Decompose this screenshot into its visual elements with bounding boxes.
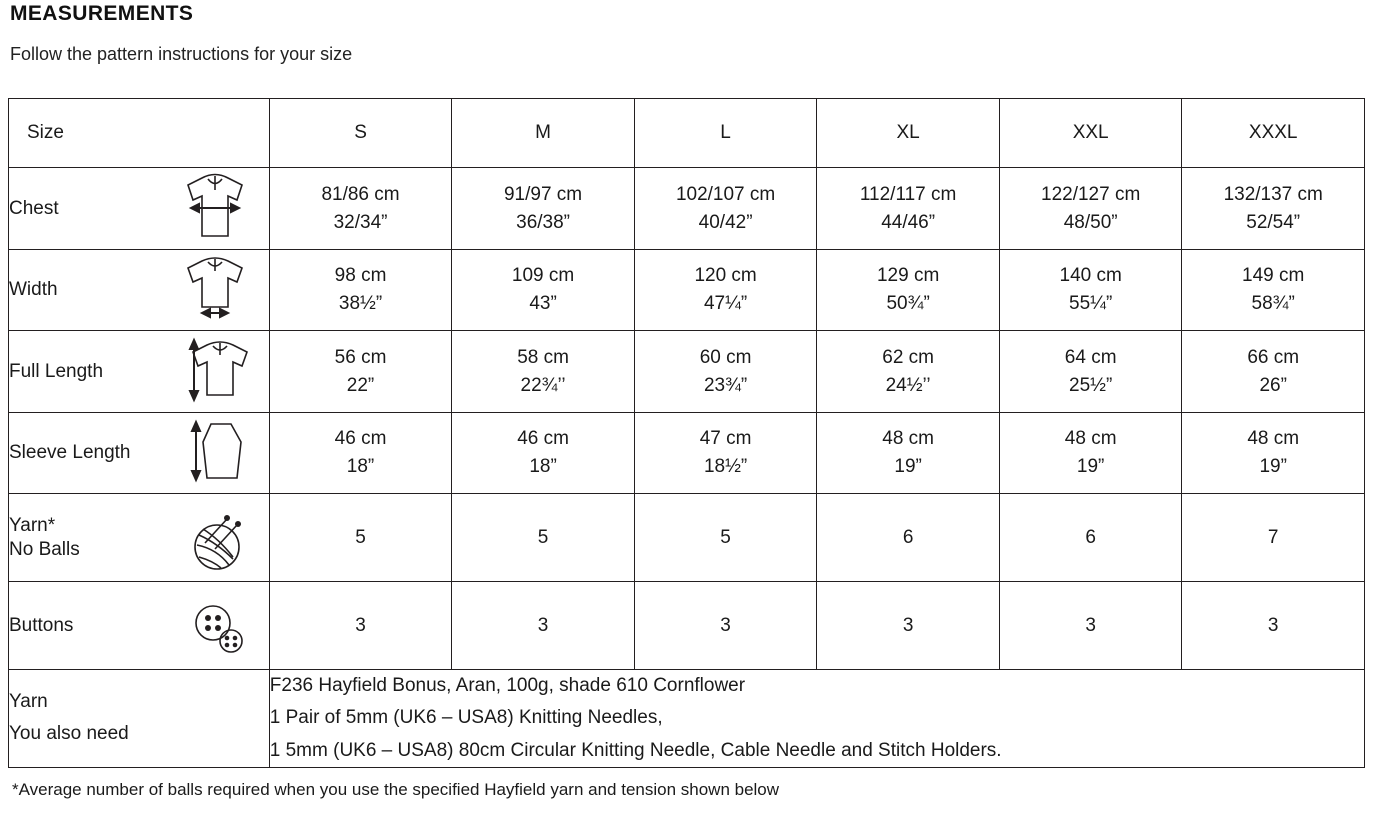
footer-label-cell — [9, 670, 270, 768]
cell-width-xxl: 140 cm 55¼” — [999, 250, 1182, 331]
cell-yarn-balls-xxl: 6 — [999, 494, 1182, 582]
cell-chest-xxl: 122/127 cm 48/50” — [999, 168, 1182, 250]
footer-yarn-detail: F236 Hayfield Bonus, Aran, 100g, shade 610 Cornflower — [269, 675, 746, 696]
footer-label-yarn: Yarn — [9, 691, 48, 713]
cell-sleeve-m: 46 cm 18” — [452, 413, 635, 494]
header-size-s: S — [269, 99, 452, 168]
cell-yarn-balls-l: 5 — [634, 494, 817, 582]
row-label-text: Width — [9, 279, 58, 301]
header-size-m: M — [452, 99, 635, 168]
row-label-width — [9, 250, 270, 331]
sweater-chest-icon — [169, 170, 261, 248]
cell-full-length-xxl: 64 cm 25½” — [999, 331, 1182, 413]
row-label-yarn-no-balls — [9, 494, 270, 582]
header-size-xl: XL — [817, 99, 1000, 168]
table-row — [9, 582, 1365, 670]
row-label-text: Full Length — [9, 360, 104, 382]
row-label-text: Sleeve Length — [9, 442, 131, 464]
table-footer-row — [9, 670, 1365, 768]
measurements-table — [8, 98, 1365, 768]
cell-full-length-l: 60 cm 23¾” — [634, 331, 817, 413]
cell-chest-l: 102/107 cm 40/42” — [634, 168, 817, 250]
cell-yarn-balls-xl: 6 — [817, 494, 1000, 582]
header-size-label: Size — [9, 99, 270, 168]
cell-full-length-s: 56 cm 22” — [269, 331, 452, 413]
row-label-buttons — [9, 582, 270, 670]
row-label-chest — [9, 168, 270, 250]
header-size-l: L — [634, 99, 817, 168]
footer-needles-line2: 1 5mm (UK6 – USA8) 80cm Circular Knitting Needle, Cable Needle and Stitch Holders. — [269, 739, 1002, 761]
cell-buttons-s: 3 — [269, 582, 452, 670]
sweater-width-icon — [169, 251, 261, 329]
table-header-row — [9, 99, 1365, 168]
page-subtitle: Follow the pattern instructions for your size — [10, 44, 353, 64]
cell-buttons-m: 3 — [452, 582, 635, 670]
row-label-sleeve-length — [9, 413, 270, 494]
cell-sleeve-xxxl: 48 cm 19” — [1182, 413, 1365, 494]
row-label-text-line1: Yarn* — [9, 514, 56, 536]
table-row — [9, 168, 1365, 250]
cell-yarn-balls-s: 5 — [269, 494, 452, 582]
cell-sleeve-l: 47 cm 18½” — [634, 413, 817, 494]
header-size-xxl: XXL — [999, 99, 1182, 168]
cell-width-xxxl: 149 cm 58¾” — [1182, 250, 1365, 331]
row-label-full-length — [9, 331, 270, 413]
page-title: MEASUREMENTS — [10, 2, 194, 25]
row-label-text-line2: No Balls — [9, 538, 80, 560]
table-row — [9, 250, 1365, 331]
cell-sleeve-s: 46 cm 18” — [269, 413, 452, 494]
header-size-xxxl: XXXL — [1182, 99, 1365, 168]
cell-yarn-balls-xxxl: 7 — [1182, 494, 1365, 582]
cell-width-s: 98 cm 38½” — [269, 250, 452, 331]
cell-chest-m: 91/97 cm 36/38” — [452, 168, 635, 250]
sweater-length-icon — [169, 333, 261, 411]
footer-label-you-also-need: You also need — [9, 723, 129, 745]
cell-sleeve-xl: 48 cm 19” — [817, 413, 1000, 494]
footer-needles-line1: 1 Pair of 5mm (UK6 – USA8) Knitting Needles, — [269, 707, 663, 729]
cell-width-xl: 129 cm 50¾” — [817, 250, 1000, 331]
cell-full-length-xxxl: 66 cm 26” — [1182, 331, 1365, 413]
row-label-text: Chest — [9, 197, 59, 219]
buttons-icon — [169, 587, 261, 665]
cell-chest-xl: 112/117 cm 44/46” — [817, 168, 1000, 250]
cell-full-length-m: 58 cm 22¾’’ — [452, 331, 635, 413]
yarn-ball-icon — [169, 499, 261, 577]
cell-buttons-xxxl: 3 — [1182, 582, 1365, 670]
cell-sleeve-xxl: 48 cm 19” — [999, 413, 1182, 494]
cell-buttons-xl: 3 — [817, 582, 1000, 670]
cell-width-m: 109 cm 43” — [452, 250, 635, 331]
cell-full-length-xl: 62 cm 24½’’ — [817, 331, 1000, 413]
footnote: *Average number of balls required when you use the specified Hayfield yarn and tension shown below — [12, 779, 780, 799]
table-row — [9, 331, 1365, 413]
row-label-text: Buttons — [9, 614, 74, 636]
cell-buttons-xxl: 3 — [999, 582, 1182, 670]
table-row — [9, 413, 1365, 494]
cell-width-l: 120 cm 47¼” — [634, 250, 817, 331]
cell-chest-s: 81/86 cm 32/34” — [269, 168, 452, 250]
cell-yarn-balls-m: 5 — [452, 494, 635, 582]
sleeve-icon — [169, 414, 261, 492]
cell-buttons-l: 3 — [634, 582, 817, 670]
cell-chest-xxxl: 132/137 cm 52/54” — [1182, 168, 1365, 250]
table-row — [9, 494, 1365, 582]
footer-text-cell — [269, 670, 1364, 768]
